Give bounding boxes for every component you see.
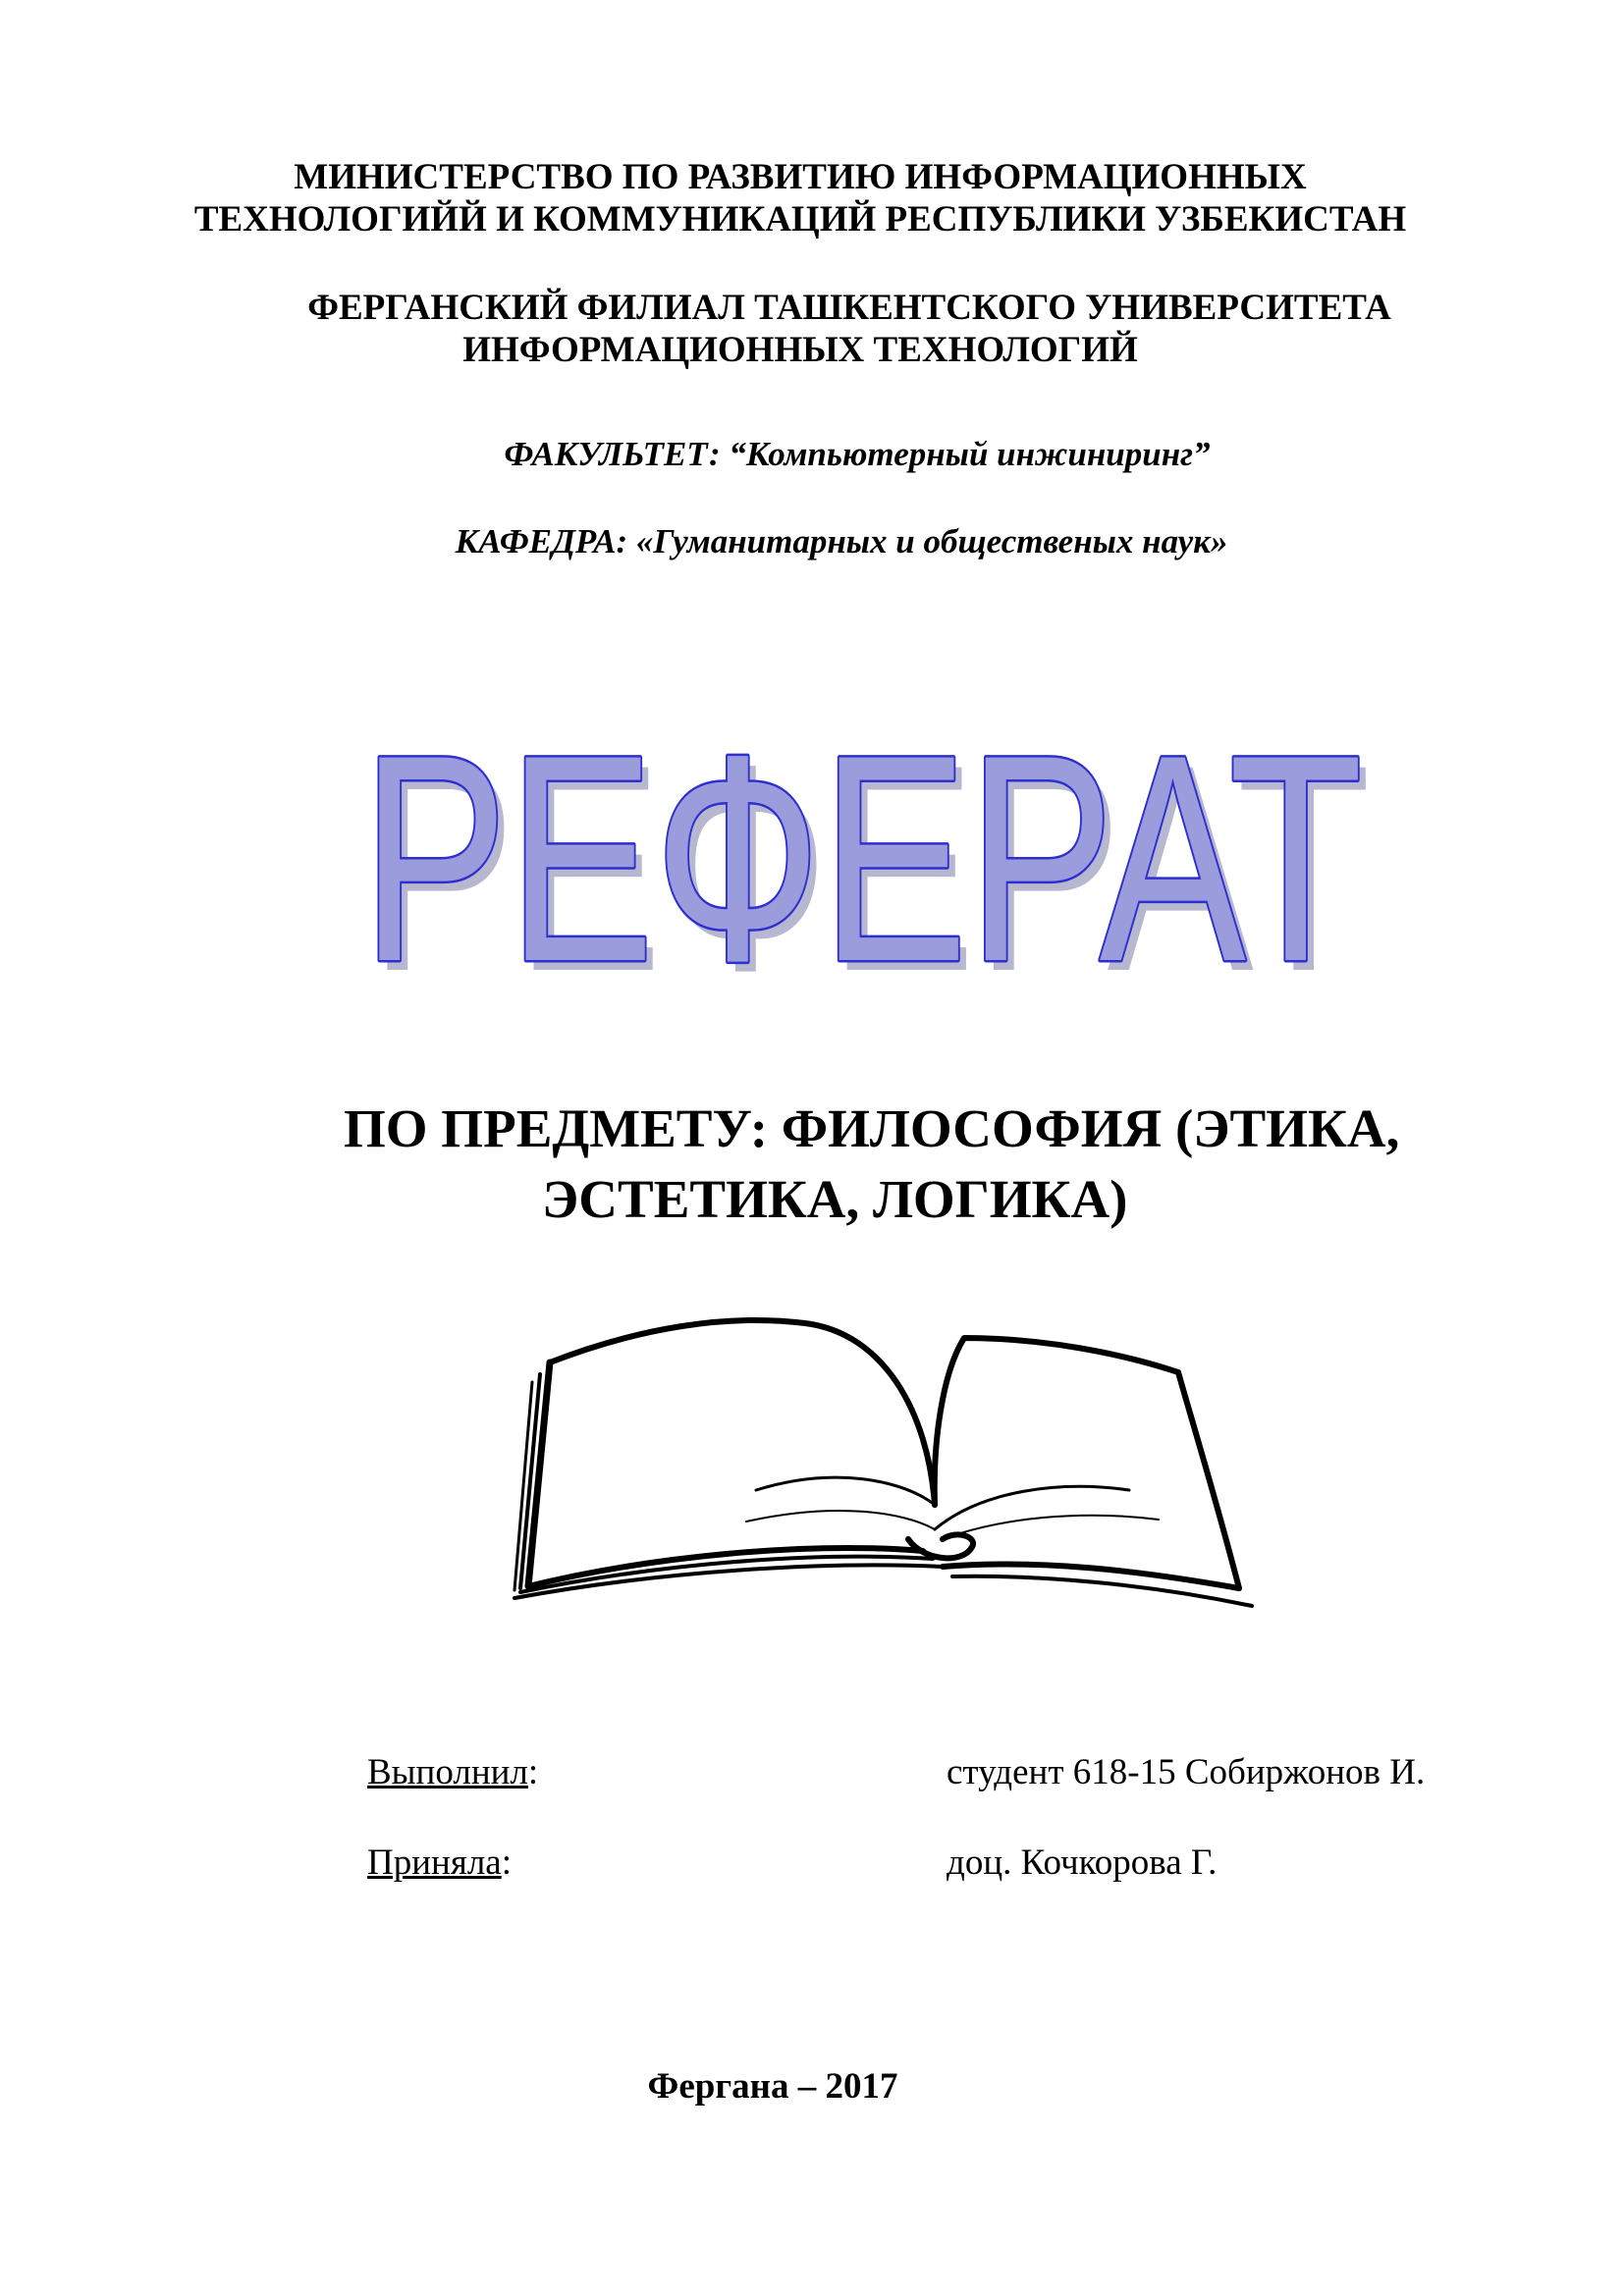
department-name: КАФЕДРА: «Гуманитарных и общественых наук» (455, 522, 1228, 561)
title-text: РЕФЕРАТ (361, 697, 1363, 991)
performed-by-label-text: Выполнил (367, 1752, 528, 1792)
performed-by-value: студент 618-15 Собиржонов И. (947, 1752, 1426, 1792)
referat-wordart-title (353, 697, 1394, 991)
performed-by-label: Выполнил: (367, 1752, 539, 1792)
faculty-name: ФАКУЛЬТЕТ: “Компьютерный инжиниринг” (504, 435, 1211, 473)
subject-line-2: ЭСТЕТИКА, ЛОГИКА) (542, 1169, 1128, 1229)
open-book-icon (511, 1294, 1257, 1628)
university-branch-line-2: ИНФОРМАЦИОННЫХ ТЕХНОЛОГИЙ (462, 330, 1138, 370)
ministry-name-line-1: МИНИСТЕРСТВО ПО РАЗВИТИЮ ИНФОРМАЦИОННЫХ (294, 157, 1307, 197)
accepted-by-label-text: Приняла (367, 1842, 502, 1883)
subject-line-1: ПО ПРЕДМЕТУ: ФИЛОСОФИЯ (ЭТИКА, (344, 1098, 1400, 1158)
ministry-name-line-2: ТЕХНОЛОГИЙЙ И КОММУНИКАЦИЙ РЕСПУБЛИКИ УЗБЕКИСТАН (193, 199, 1407, 240)
accepted-by-value: доц. Кочкорова Г. (947, 1842, 1218, 1883)
title-shadow: РЕФЕРАТ (369, 703, 1371, 991)
university-branch-line-1: ФЕРГАНСКИЙ ФИЛИАЛ ТАШКЕНТСКОГО УНИВЕРСИТЕТА (307, 288, 1391, 328)
city-and-year: Фергана – 2017 (647, 2066, 898, 2107)
accepted-by-label: Приняла: (367, 1842, 513, 1883)
